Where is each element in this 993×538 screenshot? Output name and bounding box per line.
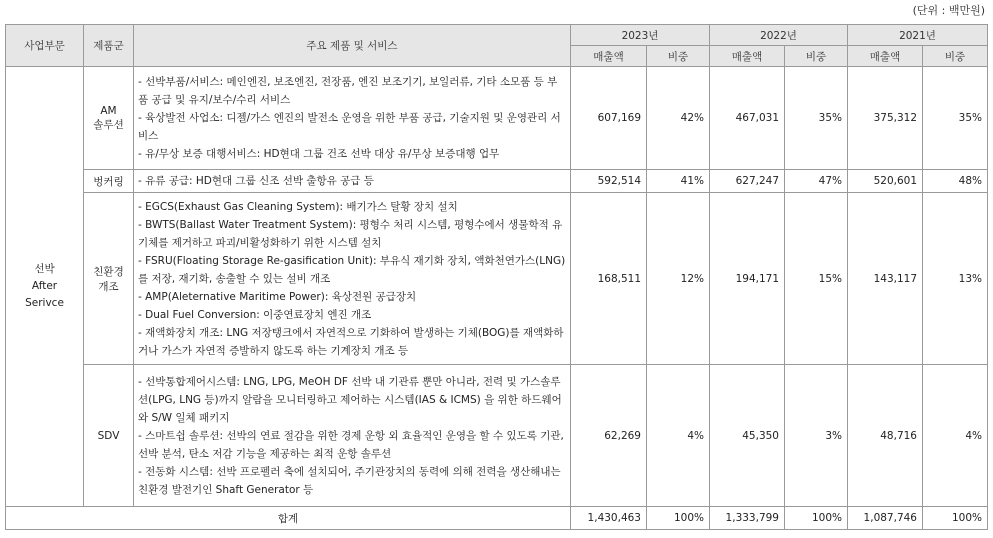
share-2022-cell: 15% — [785, 193, 848, 365]
service-item: - 전동화 시스템: 선박 프로펠러 축에 설치되어, 주기관장치의 동력에 의해 전력을 생산해내는 친환경 발전기인 Shaft Generator 등 — [138, 465, 561, 496]
header-share-2021: 비중 — [923, 46, 988, 67]
header-sales-2022: 매출액 — [710, 46, 785, 67]
product-group-label: 벙커링 — [93, 175, 124, 188]
service-item: - AMP(Aleternative Maritime Power): 육상전원 공급장치 — [138, 290, 417, 303]
service-item: - Dual Fuel Conversion: 이중연료장치 엔진 개조 — [138, 308, 372, 321]
share-2022-cell: 35% — [785, 67, 848, 170]
unit-label: (단위 : 백만원) — [912, 4, 985, 17]
header-sales-2023: 매출액 — [571, 46, 647, 67]
sales-2023-cell: 607,169 — [571, 67, 647, 170]
segment-cell — [6, 67, 84, 507]
service-item: - 선박통합제어시스템: LNG, LPG, MeOH DF 선박 내 기관류 뿐만 아니라, 전력 및 가스솔루션(LPG, LNG 등)까지 알람을 모니터링하고 제어하는 시스템(IAS & ICMS) 을 위한 하드웨어와 S/W 일체 패키지 — [138, 375, 562, 424]
total-share-2023: 100% — [647, 507, 710, 530]
total-row — [6, 507, 988, 530]
sales-2021-cell: 375,312 — [848, 67, 923, 170]
header-year-2022: 2022년 — [710, 25, 848, 46]
share-2021-cell: 48% — [923, 170, 988, 193]
sales-2021-cell: 143,117 — [848, 193, 923, 365]
sales-2022-cell: 467,031 — [710, 67, 785, 170]
service-item: - BWTS(Ballast Water Treatment System): 평형수 처리 시스템, 평형수에서 생물학적 유기체를 제거하고 파괴/비활성화하기 위한 시스템 설치 — [138, 218, 563, 249]
table-row — [6, 67, 988, 170]
total-share-2022: 100% — [785, 507, 848, 530]
table-row — [6, 170, 988, 193]
header-sales-2021: 매출액 — [848, 46, 923, 67]
product-group-cell — [84, 170, 134, 193]
sales-2023-cell: 168,511 — [571, 193, 647, 365]
share-2023-cell: 42% — [647, 67, 710, 170]
service-item: - 스마트쉽 솔루션: 선박의 연료 절감을 위한 경제 운항 외 효율적인 운영을 할 수 있도록 기관, 선박 분석, 탄소 저감 기능을 제공하는 최적 운항 솔루션 — [138, 429, 564, 460]
product-group-label: 개조 — [98, 280, 119, 293]
product-group-label: SDV — [97, 429, 120, 442]
sales-2022-cell: 45,350 — [710, 365, 785, 507]
header-product-group: 제품군 — [84, 25, 134, 67]
header-year-2021: 2021년 — [848, 25, 988, 46]
sales-2023-cell: 592,514 — [571, 170, 647, 193]
share-2021-cell: 4% — [923, 365, 988, 507]
sales-2023-cell: 62,269 — [571, 365, 647, 507]
services-cell — [134, 67, 571, 170]
total-sales-2022: 1,333,799 — [710, 507, 785, 530]
revenue-table — [5, 24, 988, 530]
product-group-cell — [84, 365, 134, 507]
header-share-2022: 비중 — [785, 46, 848, 67]
segment-name: 선박 — [34, 263, 55, 275]
product-group-label: 친환경 — [93, 265, 124, 278]
service-item: - EGCS(Exhaust Gas Cleaning System): 배기가스 탈황 장치 설치 — [138, 200, 458, 213]
sales-2022-cell: 194,171 — [710, 193, 785, 365]
services-cell — [134, 365, 571, 507]
services-cell — [134, 193, 571, 365]
header-year-2023: 2023년 — [571, 25, 710, 46]
header-segment: 사업부문 — [6, 25, 84, 67]
services-cell — [134, 170, 571, 193]
total-label: 합계 — [6, 507, 571, 530]
service-item: - 유/무상 보증 대행서비스: HD현대 그룹 건조 선박 대상 유/무상 보증대행 업무 — [138, 148, 500, 160]
service-item: - 육상발전 사업소: 디젤/가스 엔진의 발전소 운영을 위한 부품 공급, 기술지원 및 운영관리 서비스 — [138, 112, 561, 142]
product-group-label: 솔루션 — [93, 118, 124, 131]
share-2022-cell: 47% — [785, 170, 848, 193]
header-row-years — [6, 25, 988, 46]
table-row — [6, 193, 988, 365]
share-2022-cell: 3% — [785, 365, 848, 507]
service-item: - 재액화장치 개조: LNG 저장탱크에서 자연적으로 기화하여 발생하는 기체(BOG)를 재액화하거나 가스가 자연적 증발하지 않도록 하는 기계장치 개조 등 — [138, 326, 564, 357]
sales-2022-cell: 627,247 — [710, 170, 785, 193]
sales-2021-cell: 48,716 — [848, 365, 923, 507]
share-2023-cell: 4% — [647, 365, 710, 507]
service-item: - 유류 공급: HD현대 그룹 신조 선박 출항유 공급 등 — [138, 175, 374, 187]
service-item: - 선박부품/서비스: 메인엔진, 보조엔진, 전장품, 엔진 보조기기, 보일러류, 기타 소모품 등 부품 공급 및 유지/보수/수리 서비스 — [138, 76, 558, 106]
share-2023-cell: 12% — [647, 193, 710, 365]
total-share-2021: 100% — [923, 507, 988, 530]
share-2023-cell: 41% — [647, 170, 710, 193]
product-group-cell — [84, 193, 134, 365]
service-item: - FSRU(Floating Storage Re-gasification Unit): 부유식 재기화 장치, 액화천연가스(LNG)를 저장, 재기화, 송출할 수 있는 설비 개조 — [138, 254, 566, 285]
table-row — [6, 365, 988, 507]
total-sales-2023: 1,430,463 — [571, 507, 647, 530]
product-group-cell — [84, 67, 134, 170]
sales-2021-cell: 520,601 — [848, 170, 923, 193]
product-group-label: AM — [100, 104, 117, 117]
share-2021-cell: 13% — [923, 193, 988, 365]
share-2021-cell: 35% — [923, 67, 988, 170]
segment-subname: After Serivce — [25, 280, 64, 309]
total-sales-2021: 1,087,746 — [848, 507, 923, 530]
header-share-2023: 비중 — [647, 46, 710, 67]
header-services: 주요 제품 및 서비스 — [134, 25, 571, 67]
